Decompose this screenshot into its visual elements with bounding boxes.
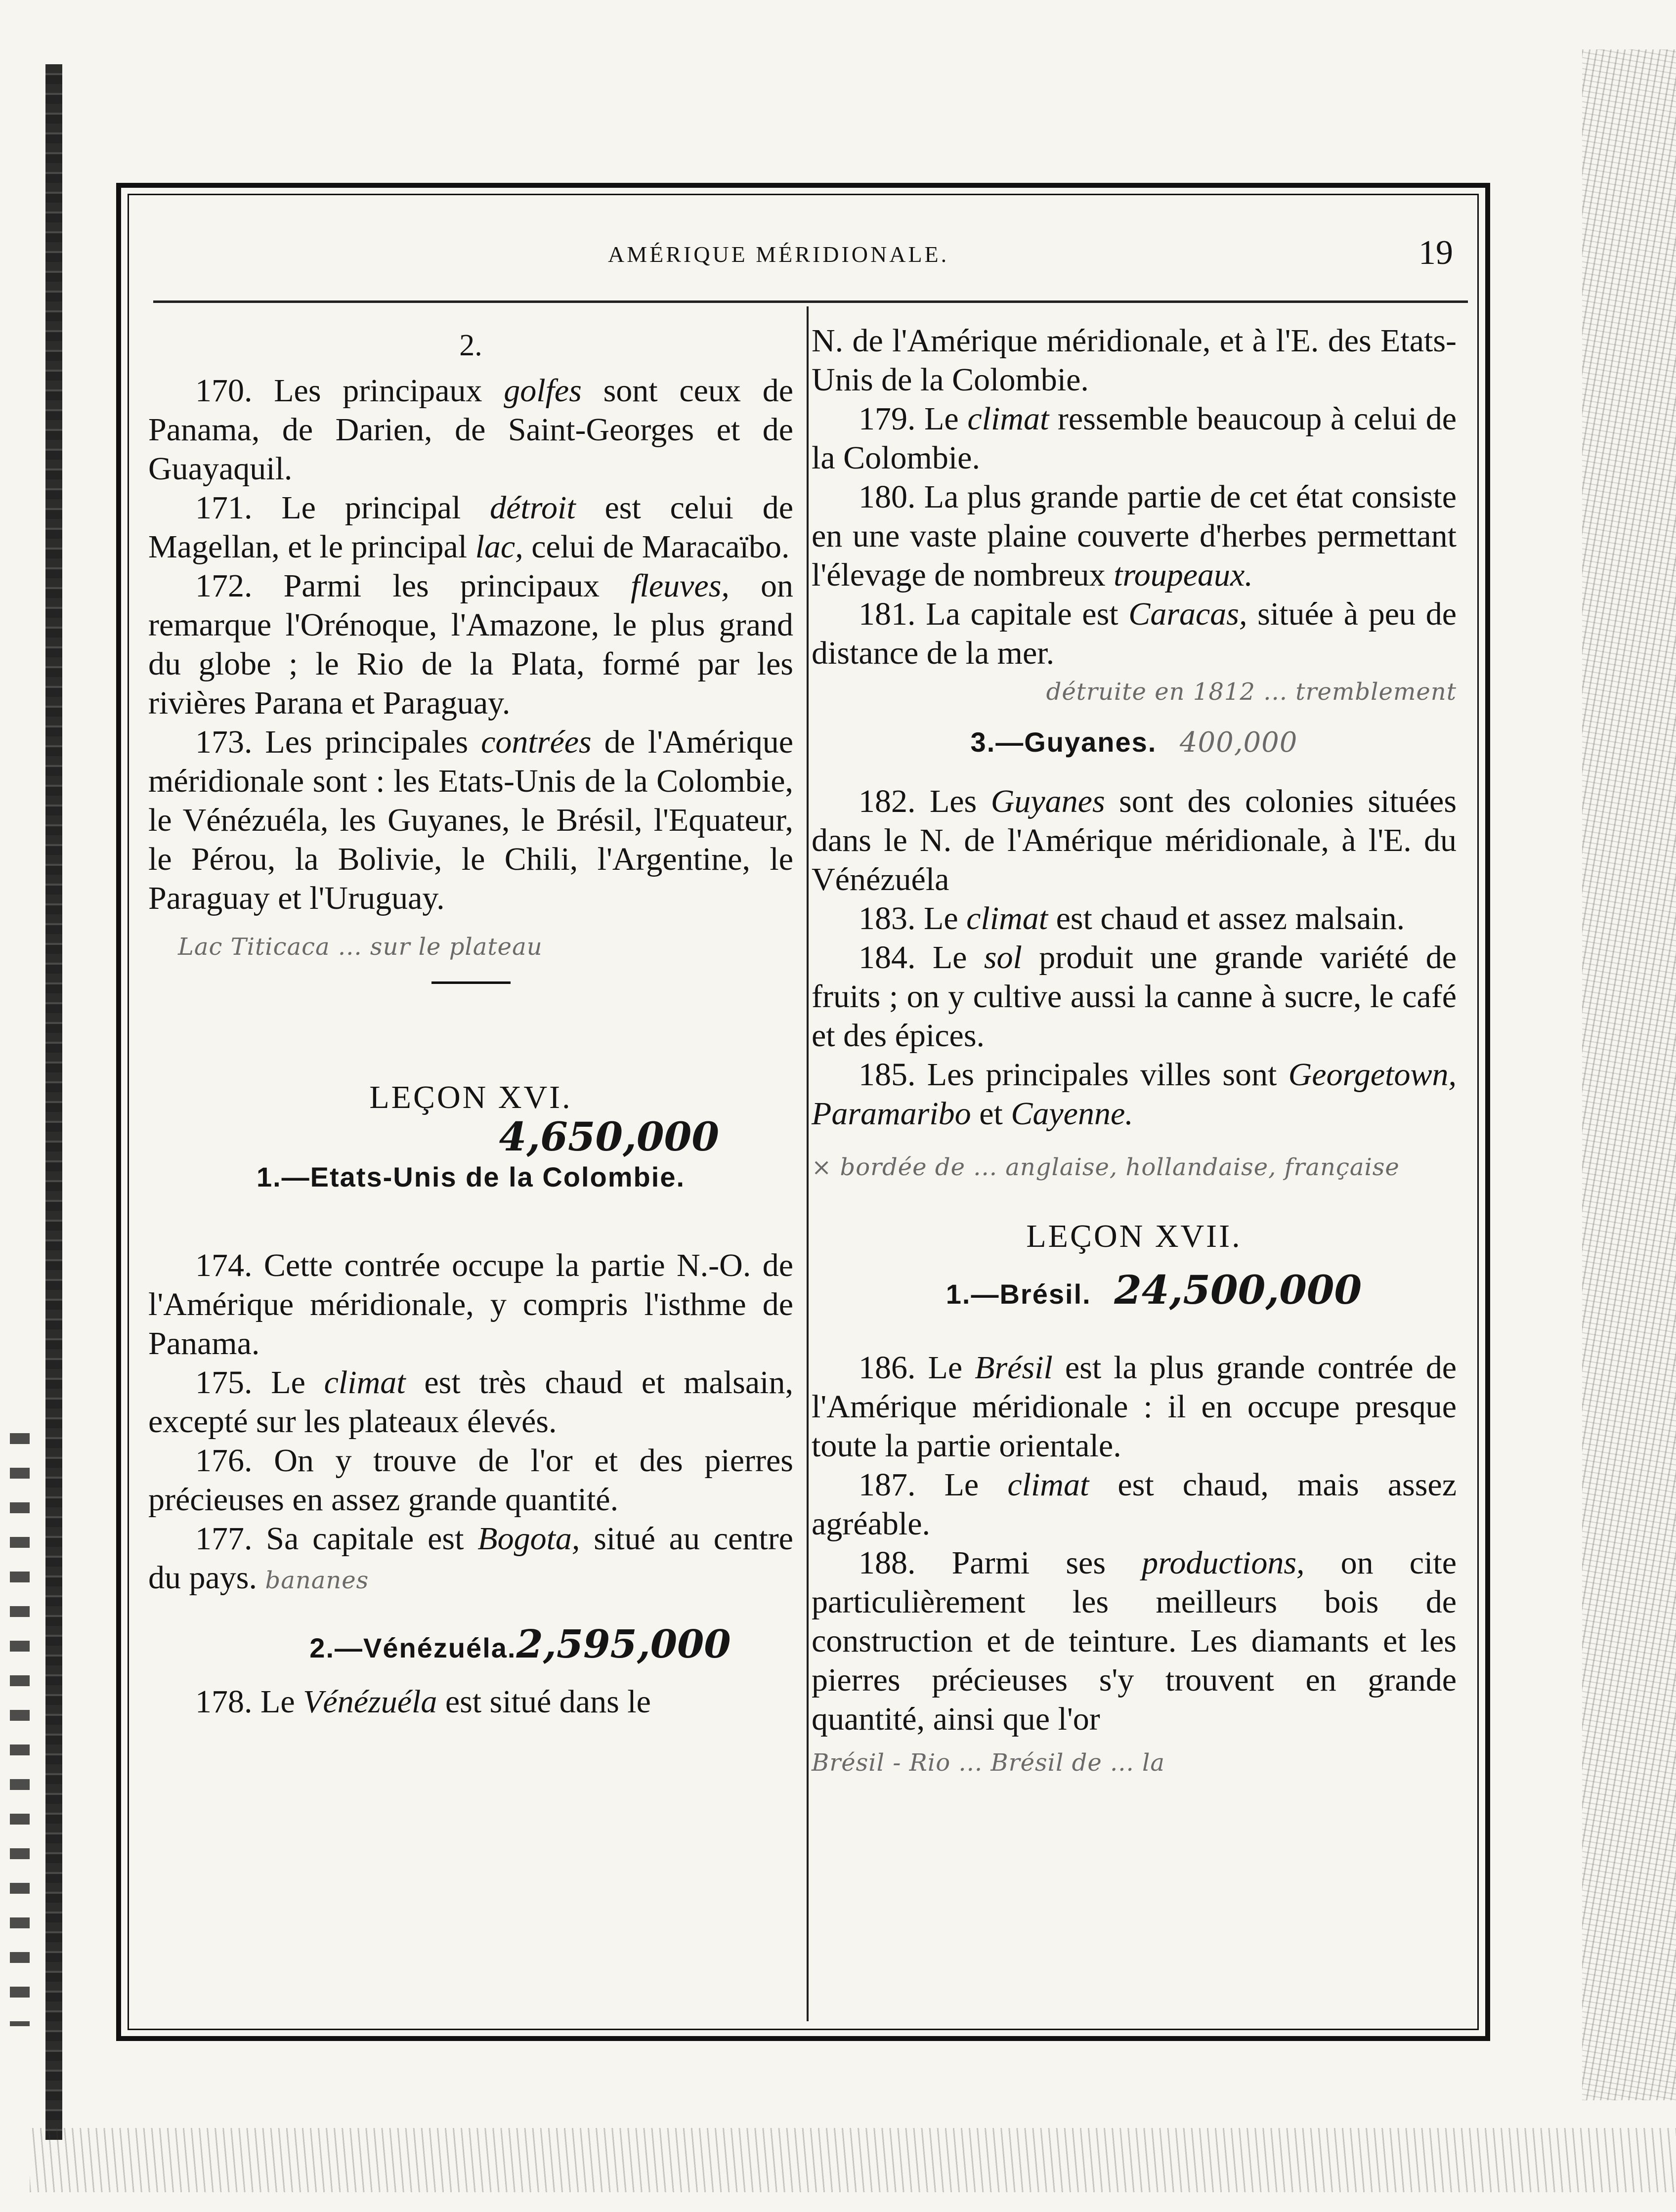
section-heading-bresil: 1.—Brésil. (945, 1278, 1091, 1310)
paragraph-188: 188. Parmi ses productions, on cite particulièrement les meilleurs bois de construction et de teinture. Les diamants et les pierres précieuses s'y trouvent en grande quantité, ainsi que l'or (812, 1545, 1457, 1737)
section-heading-venezuela-row (148, 1622, 793, 1667)
paragraph-185: 185. Les principales villes sont Georgetown, Paramaribo et Cayenne. (812, 1057, 1457, 1132)
handwritten-population-guyanes: 400,000 (1179, 726, 1298, 759)
scan-noise-bottom (30, 2128, 1676, 2192)
paragraph-178: 178. Le Vénézuéla est situé dans le (195, 1684, 651, 1720)
handwritten-note: détruite en 1812 ... tremblement (1046, 678, 1457, 706)
section-heading-guyanes-row (812, 722, 1457, 762)
handwritten-population-colombie: 4,650,000 (499, 1113, 719, 1160)
section-heading-guyanes: 3.—Guyanes. (970, 726, 1157, 758)
paragraph-177: 177. Sa capitale est Bogota, situé au centre du pays. bananes (148, 1521, 793, 1596)
paragraph-176: 176. On y trouve de l'or et des pierres précieuses en assez grande quantité. (148, 1443, 793, 1518)
scan-binding-edge (45, 64, 62, 2140)
paragraph-178-continued: N. de l'Amérique méridionale, et à l'E. des Etats-Unis de la Colombie. (812, 323, 1457, 398)
paragraph-180: 180. La plus grande partie de cet état consiste en une vaste plaine couverte d'herbes permettant l'élevage de nombreux troupeaux. (812, 479, 1457, 593)
running-head: AMÉRIQUE MÉRIDIONALE. (608, 242, 949, 267)
page-number: 19 (1418, 234, 1453, 272)
handwritten-note: Brésil - Rio ... Brésil de ... la (812, 1749, 1165, 1777)
section-heading-bresil-row (812, 1267, 1457, 1314)
handwritten-note: Lac Titicaca ... sur le plateau (178, 933, 543, 961)
paragraph-186: 186. Le Brésil est la plus grande contrée de l'Amérique méridionale : il en occupe presque toute la partie orientale. (812, 1350, 1457, 1464)
paragraph-179: 179. Le climat ressemble beaucoup à celui de la Colombie. (812, 401, 1457, 476)
handwritten-bananes: bananes (265, 1567, 369, 1594)
paragraph-182: 182. Les Guyanes sont des colonies situées dans le N. de l'Amérique méridionale, à l'E. du Vénézuéla (812, 783, 1457, 897)
handwritten-note: × bordée de ... anglaise, hollandaise, française (812, 1153, 1400, 1181)
paragraph-183: 183. Le climat est chaud et assez malsain. (859, 900, 1405, 936)
section-heading-colombie: 1.—Etats-Unis de la Colombie. (256, 1161, 686, 1192)
column-divider (807, 306, 809, 2021)
paragraph-170: 170. Les principaux golfes sont ceux de Panama, de Darien, de Saint-Georges et de Guayaquil. (148, 373, 793, 487)
scan-noise-right (1582, 49, 1676, 2100)
section-number: 2. (459, 329, 482, 362)
paragraph-181: 181. La capitale est Caracas, située à peu de distance de la mer. (812, 596, 1457, 671)
section-heading-venezuela: 2.—Vénézuéla. (309, 1632, 516, 1663)
handwritten-population-venezuela: 2,595,000 (516, 1622, 731, 1667)
paragraph-175: 175. Le climat est très chaud et malsain, excepté sur les plateaux élevés. (148, 1364, 793, 1440)
paragraph-174: 174. Cette contrée occupe la partie N.-O. de l'Amérique méridionale, y compris l'isthme de Panama. (148, 1247, 793, 1361)
scan-edge-marks (10, 1433, 30, 2026)
left-column (148, 326, 793, 1721)
header-rule (153, 300, 1468, 303)
paragraph-173: 173. Les principales contrées de l'Amérique méridionale sont : les Etats-Unis de la Colombie, le Vénézuéla, les Guyanes, le Brésil, l'Equateur, le Pérou, la Bolivie, le Chili, l'Argentine, le Paraguay et l'Uruguay. (148, 724, 793, 916)
paragraph-172: 172. Parmi les principaux fleuves, on remarque l'Orénoque, l'Amazone, le plus grand du globe ; le Rio de la Plata, formé par les rivières Parana et Paraguay. (148, 568, 793, 721)
paragraph-184: 184. Le sol produit une grande variété de fruits ; on y cultive aussi la canne à sucre, le café et des épices. (812, 939, 1457, 1054)
lesson-heading-16: LEÇON XVI. (369, 1079, 572, 1115)
paragraph-187: 187. Le climat est chaud, mais assez agréable. (812, 1467, 1457, 1542)
paragraph-171: 171. Le principal détroit est celui de Magellan, et le principal lac, celui de Maracaïbo. (148, 490, 794, 565)
handwritten-population-bresil: 24,500,000 (1114, 1267, 1362, 1313)
right-column (812, 321, 1457, 1783)
lesson-heading-17: LEÇON XVII. (1026, 1218, 1242, 1254)
